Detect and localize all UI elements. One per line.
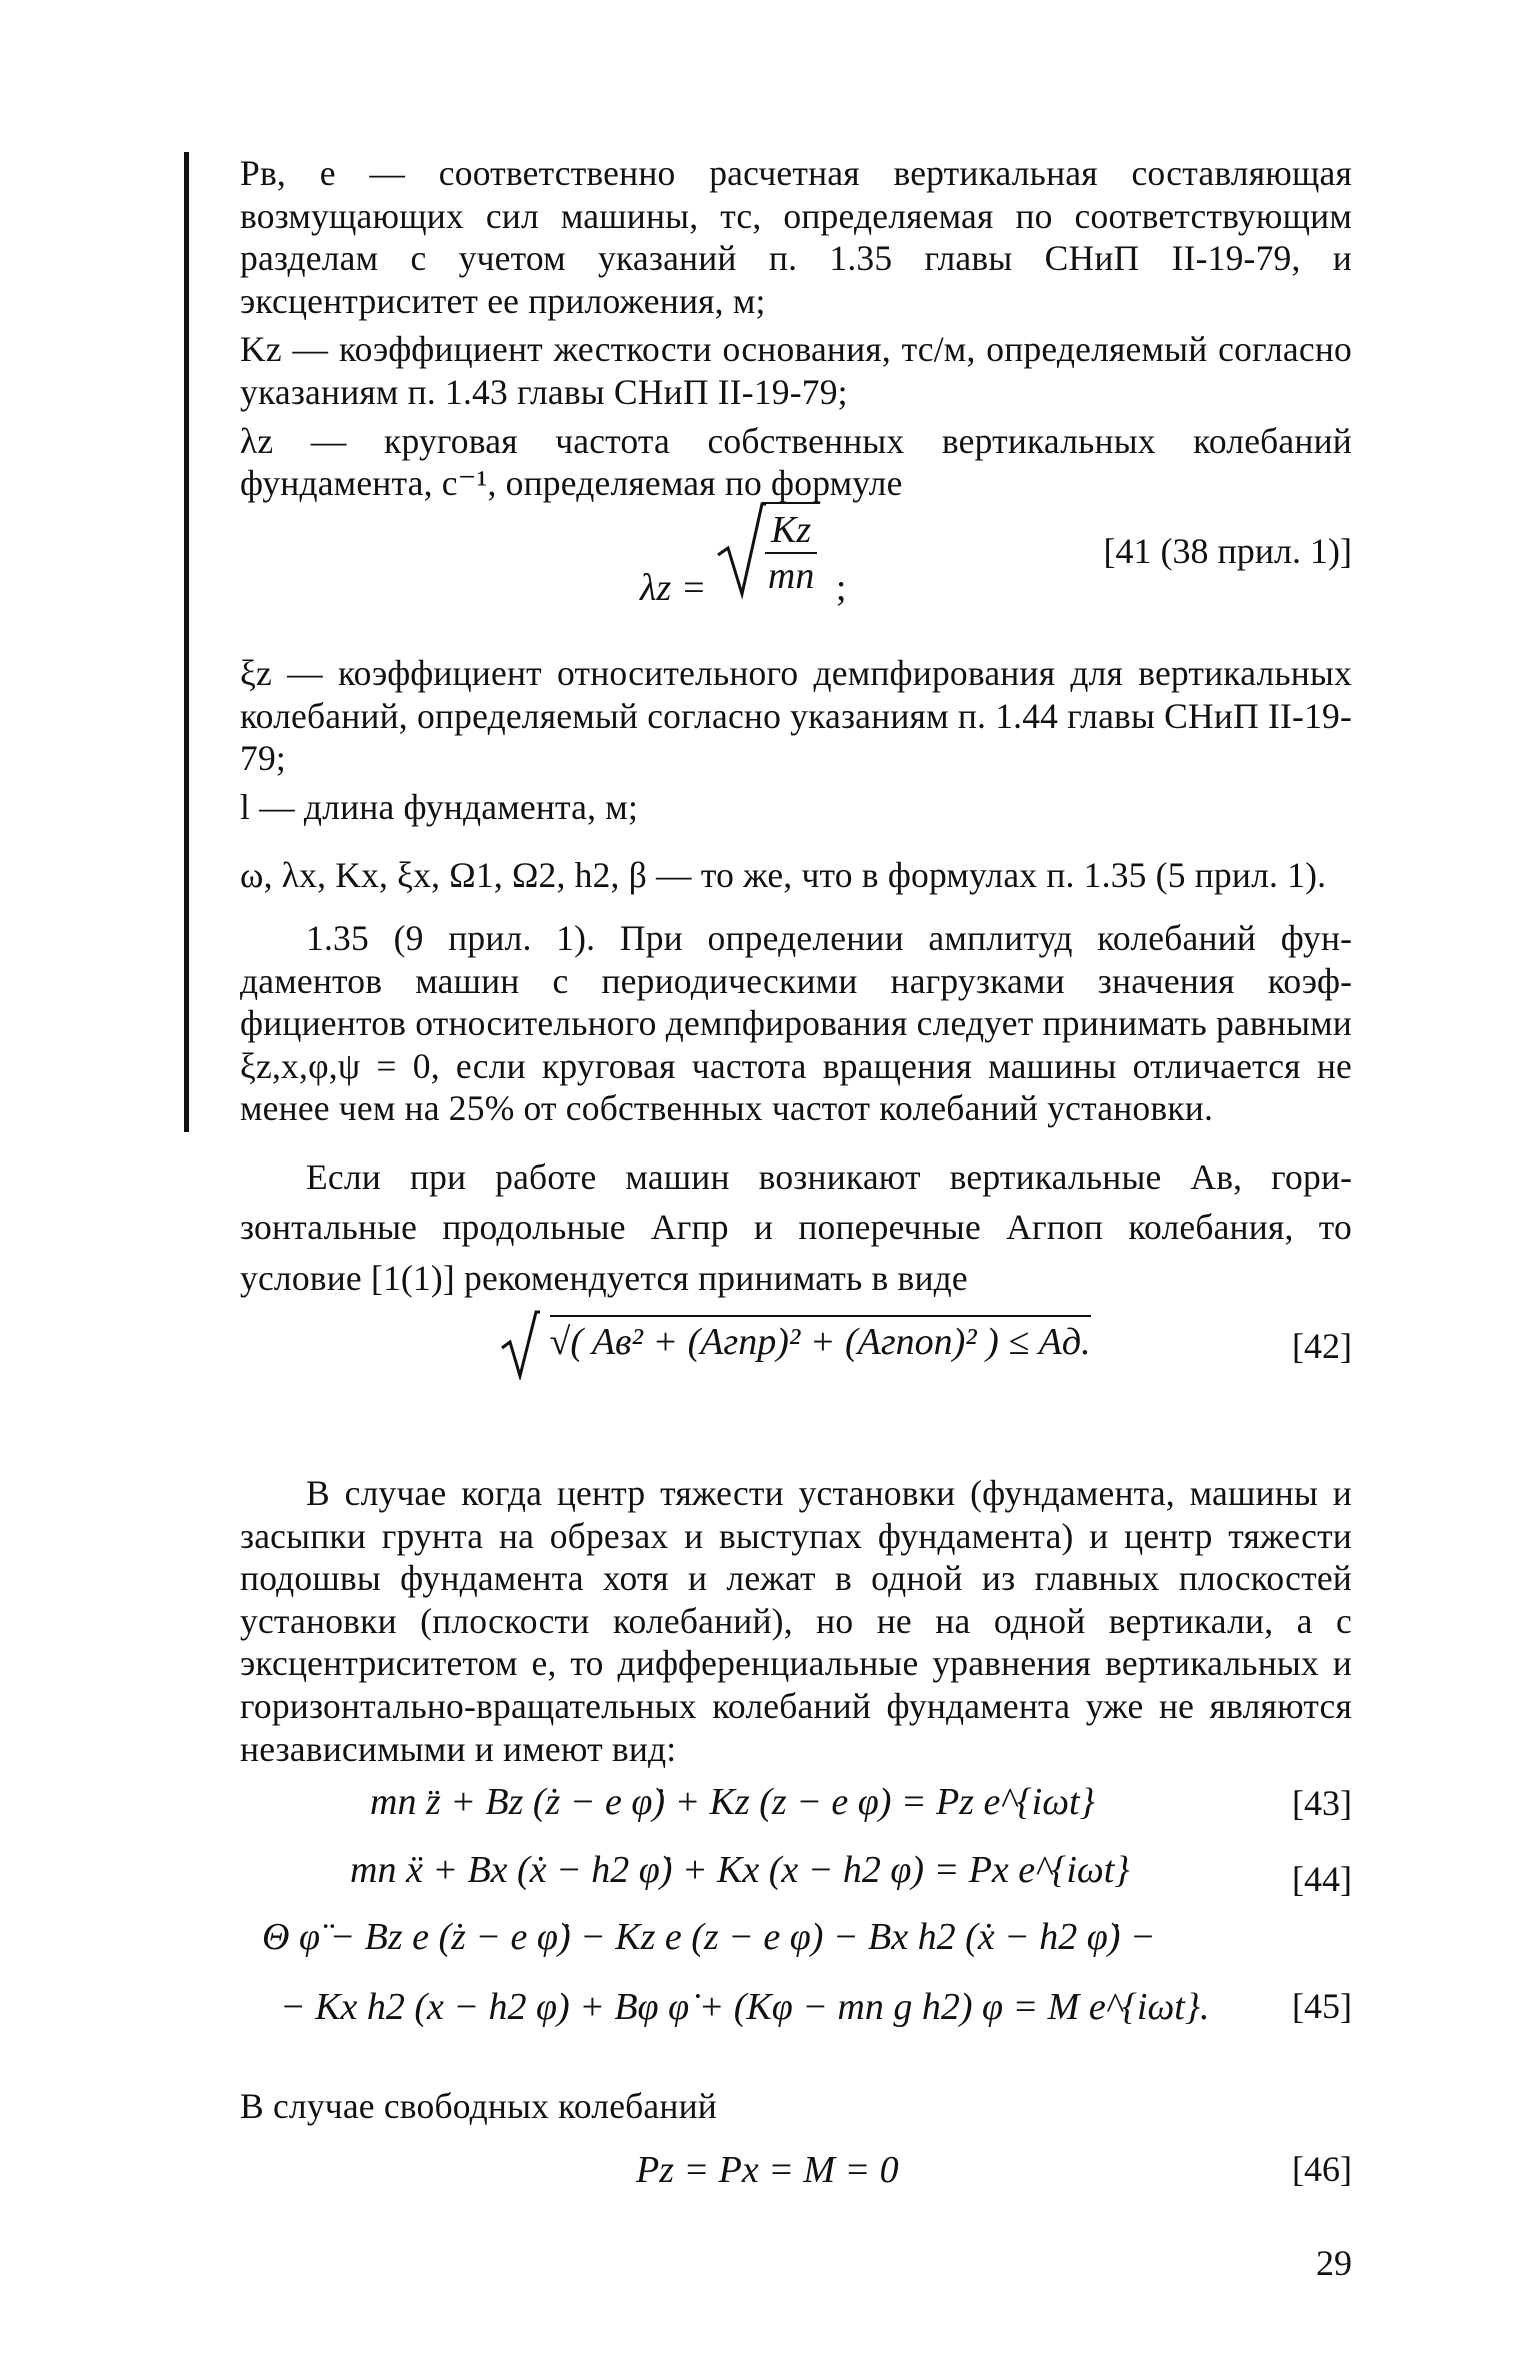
definition-l: l — длина фундамента, м;: [240, 786, 639, 827]
equation-44: mп ẍ + Bx (ẋ − h2 φ̇) + Kx (x − h2 φ) = Px e^{iωt}: [350, 1849, 1130, 1891]
case-paragraph-block: [240, 1472, 1352, 1776]
definition-omega: ω, λx, Kx, ξx, Ω1, Ω2, h2, β — то же, что в формулах п. 1.35 (5 прил. 1).: [240, 855, 1327, 896]
formula-41: [640, 500, 846, 610]
page-number: 29: [1316, 2243, 1352, 2283]
sqrt-symbol: [716, 500, 826, 600]
formula-41-den: mп: [767, 555, 815, 597]
formula-41-ref: [41 (38 прил. 1)]: [1103, 531, 1352, 571]
equation-45-ref: [45]: [1292, 1986, 1352, 2026]
definitions-top: [240, 152, 1352, 511]
equation-43: mп z̈ + Bz (ż − e φ̇) + Kz (z − e φ) = Pz e^{iωt}: [370, 1781, 1095, 1823]
formula-42: [500, 1310, 1091, 1380]
formula-41-tail: ;: [835, 567, 847, 609]
paragraph-free-oscillations: В случае свободных колебаний: [240, 2086, 717, 2126]
paragraph-1-35: 1.35 (9 прил. 1). При определении амплитуд колебаний фундаментов машин с периодическими нагрузками значения коэффициентов относительного демпфирования следует принимать равными ξz,x,φ,ψ = 0, если круговая частота вращения машины отличается не менее чем на 25% от собственных частот колебаний установки.: [240, 917, 1352, 1129]
formula-42-expr: √( Aв² + (Aгпр)² + (Aгпоп)² ) ≤ Aд.: [550, 1315, 1091, 1363]
free-oscillation-block: [240, 2085, 1352, 2134]
paragraph-eccentric-case: В случае когда центр тяжести установки (фундамента, машины и засыпки грунта на обрезах и выступах фундамента) и центр тяжести подошвы фундамента хотя и лежат в одной из главных плоскостей установки (плоскости колебаний), но не на одной вертикали, а с эксцентриситетом e, то дифференциальные уравнения вертикальных и горизонтально-вращательных колебаний фундамента уже не являются независимыми и имеют вид:: [240, 1473, 1352, 1769]
equation-45-line1: Θ φ̈ − Bz e (ż − e φ̇) − Kz e (z − e φ) − Bx h2 (ẋ − h2 φ̇) −: [262, 1916, 1156, 1958]
definitions-mid: [240, 652, 1352, 1309]
paragraph-amplitudes: Если при работе машин возникают вертикальные Aв, горизонтальные продольные Aгпр и поперечные Aгпоп колебания, то условие [1(1)] рекомендуется принимать в виде: [240, 1156, 1352, 1298]
sqrt-symbol-42: [500, 1310, 540, 1380]
formula-46: Pz = Px = M = 0: [636, 2149, 899, 2191]
equation-45-line2: − Kx h2 (x − h2 φ) + Bφ φ̇ + (Kφ − mп g h2) φ = M e^{iωt}.: [280, 1986, 1210, 2028]
definition-xi: ξz — коэффициент относительного демпфирования для вертикальных колебаний, определяемый согласно указаниям п. 1.44 главы СНиП II-19-79;: [240, 653, 1352, 779]
definition-kz: Kz — коэффициент жесткости основания, тс/м, определяемый согласно указаниям п. 1.43 главы СНиП II-19-79;: [240, 329, 1352, 412]
margin-bar: [184, 152, 189, 1132]
definition-lambda: λz — круговая частота собственных вертикальных колебаний фундамента, с⁻¹, определяемая по формуле: [240, 420, 1352, 504]
formula-46-ref: [46]: [1292, 2149, 1352, 2189]
formula-41-lhs: λz =: [640, 567, 707, 609]
equation-44-ref: [44]: [1292, 1859, 1352, 1899]
formula-42-ref: [42]: [1292, 1326, 1352, 1366]
equation-43-ref: [43]: [1292, 1783, 1352, 1823]
definition-pv: Pв, e — соответственно расчетная вертикальная составляющая возмущающих сил машины, тс, определяемая по соответствующим разделам с учетом указаний п. 1.35 главы СНиП II-19-79, и эксцентриситет ее приложения, м;: [240, 153, 1352, 321]
formula-41-num: Kz: [765, 508, 817, 554]
